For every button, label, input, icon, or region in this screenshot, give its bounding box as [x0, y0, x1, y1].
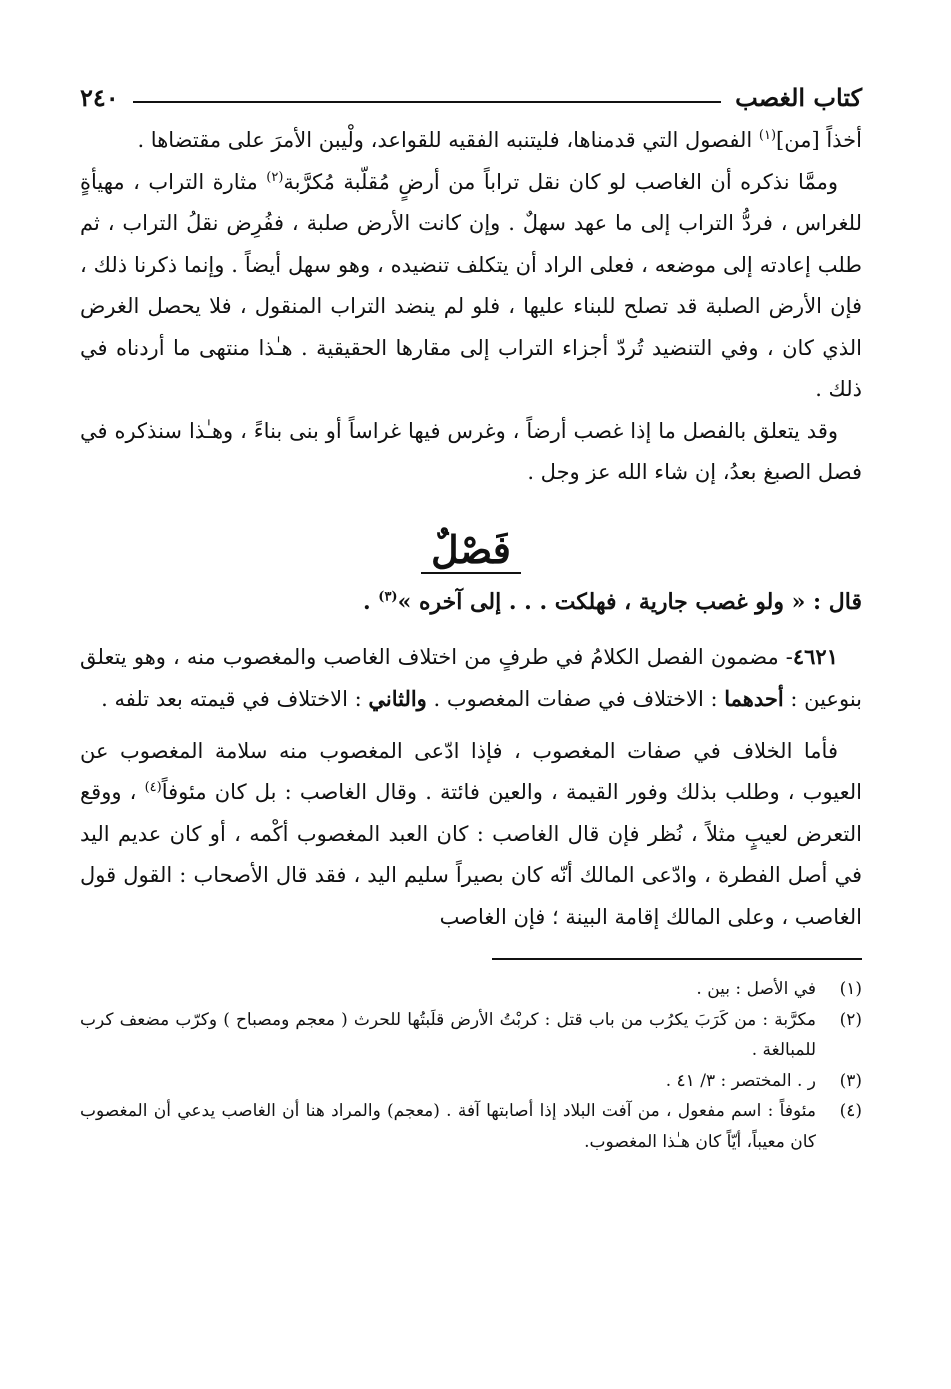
- footnotes: [80, 974, 862, 1157]
- bold-term: أحدهما: [724, 686, 784, 711]
- paragraph-disagreement: [80, 731, 862, 939]
- text-run: فأما الخلاف في صفات المغصوب ، فإذا ادّعى المغصوب منه سلامة المغصوب عن العيوب ، وطلب بذلك وفور القيمة ، والعين فائتة . وقال الغاصب : بل كان مئوفاً: [80, 738, 862, 804]
- book-page: [80, 78, 862, 1157]
- paragraph-3: وقد يتعلق بالفصل ما إذا غصب أرضاً ، وغرس فيها غراساً أو بنى بناءً ، وهـٰذا سنذكره في فصل الصبغ بعدُ، إن شاء الله عز وجل .: [80, 418, 862, 484]
- qala-heading: قال : « ولو غصب جارية ، فهلكت . . . إلى آخره »$^{(٣)}$ .: [362, 588, 862, 615]
- qala-text: قال : « ولو غصب جارية ، فهلكت . . . إلى آخره »: [397, 588, 862, 615]
- footnote-ref-1: (١): [758, 128, 777, 143]
- text-run: أخذاً [من]: [776, 128, 862, 152]
- footnote-text: ر . المختصر : ٣/ ٤١ .: [665, 1070, 816, 1091]
- footnote-text: مكرَّبة : من كَرَبَ يكرُب من باب قتل : كربْتُ الأرض قلَبتُها للحرث ( معجم ومصباح ) وكرّب مضعف كرب للمبالغة .: [80, 1009, 816, 1060]
- text-run: مثارة التراب ، مهيأةٍ للغراس ، فردُّ التراب إلى ما عهد سهلٌ . وإن كانت الأرض صلبة ، ففُرِض نقلُ التراب ، ثم طلب إعادته إلى موضعه ، فعلى الراد أن يتكلف تنضيده ، وهو سهل أيضاً . وإنما ذكرنا ذلك ، فإن الأرض الصلبة قد تصلح للبناء عليها ، فلو لم ينضد التراب المنقول ، فلا يحصل الغرض الذي كان ، وفي التنضيد تُردّ أجزاء التراب إلى مقارها الحقيقية . هـٰذا منتهى ما أردناه في ذلك .: [80, 169, 862, 401]
- running-header: [80, 78, 862, 116]
- footnote: [80, 1066, 862, 1097]
- footnote: [80, 1005, 862, 1066]
- main-text: [80, 636, 862, 939]
- paragraph-2: [80, 162, 862, 411]
- footnote-number: (٤): [839, 1101, 862, 1121]
- text-run: الفصول التي قدمناها، فليتنبه الفقيه للقواعد، ولْيبن الأمرَ على مقتضاها .: [137, 128, 759, 152]
- footnote-number: (٣): [839, 1070, 862, 1091]
- page-number: ٢٤٠: [80, 82, 119, 112]
- footnote-separator: [492, 958, 862, 960]
- footnote-text: في الأصل : بين .: [696, 979, 816, 999]
- footnote-text: مئوفاً : اسم مفعول ، من آفت البلاد إذا أصابتها آفة . (معجم) والمراد هنا أن الغاصب يدعي أن المغصوب كان معيباً، أيّاً كان هـٰذا المغصوب.: [80, 1101, 816, 1152]
- section-ornament-heading: [80, 528, 862, 574]
- paragraph-number: ٤٦٢١: [792, 643, 838, 669]
- footnote: [80, 1096, 862, 1157]
- footnote-number: (٢): [839, 1009, 862, 1030]
- text-run: وممَّا نذكره أن الغاصب لو كان نقل تراباً من أرضٍ مُقلّبة مُكرَّبة: [283, 169, 838, 194]
- ornament-text: فَصْلٌ: [421, 528, 521, 574]
- footnote: [80, 974, 862, 1005]
- paragraph-1: [80, 120, 862, 162]
- header-rule: [133, 101, 721, 103]
- footnote-number: (١): [839, 979, 862, 999]
- text-run: ، ووقع التعرض لعيبٍ مثلاً ، نُظر فإن قال الغاصب : كان العبد المغصوب أكْمه ، أو كان عديم اليد في أصل الفطرة ، وادّعى المالك أنّه كان بصيراً سليم اليد ، فقد قال الأصحاب : القول قول الغاصب ، وعلى المالك إقامة البينة ؛ فإن الغاصب: [80, 780, 862, 929]
- header-book-title: كتاب الغصب: [735, 82, 862, 112]
- bold-term: والثاني: [368, 686, 427, 711]
- footnote-ref-2: (٢): [266, 169, 284, 185]
- top-text: [80, 120, 862, 494]
- text-run: : الاختلاف في صفات المغصوب .: [426, 687, 725, 711]
- footnote-ref-4: (٤): [144, 780, 162, 795]
- text-run: : الاختلاف في قيمته بعد تلفه .: [101, 687, 369, 711]
- footnote-ref-3: (٣): [378, 589, 398, 605]
- text-run: - مضمون الفصل الكلامُ في طرفٍ من اختلاف الغاصب والمغصوب منه ، وهو يتعلق بنوعين :: [80, 644, 862, 711]
- numbered-paragraph: [80, 636, 862, 721]
